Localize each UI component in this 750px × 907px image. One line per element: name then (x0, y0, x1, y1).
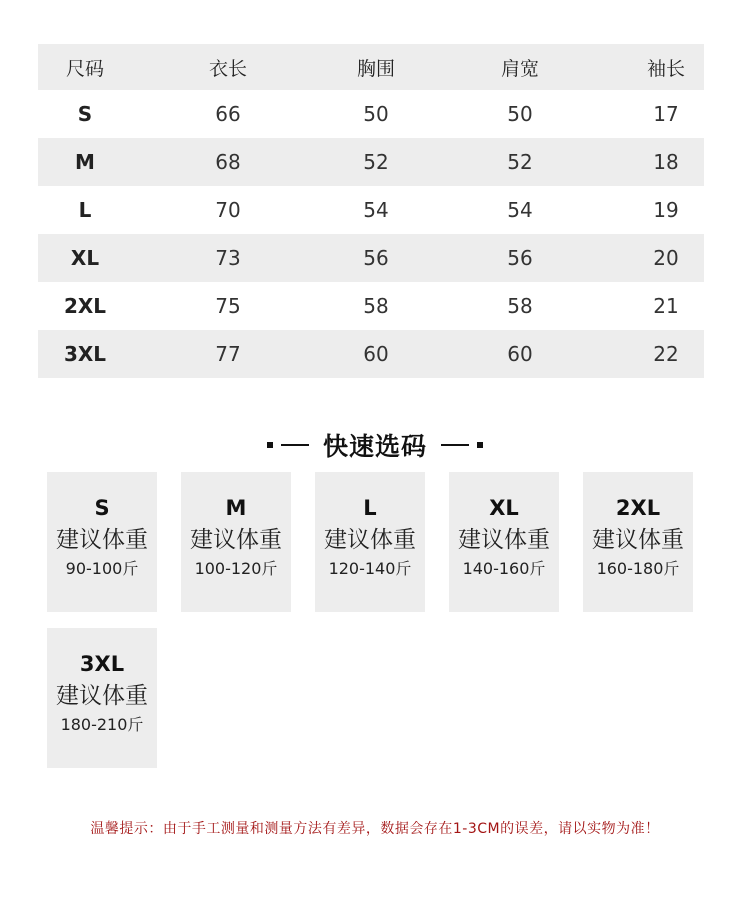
header-size: 尺码 (65, 57, 104, 80)
row-size: S (77, 102, 93, 126)
row-chest: 58 (363, 294, 389, 318)
row-shoulder: 54 (507, 198, 533, 222)
row-length: 73 (215, 246, 241, 270)
header-chest: 胸围 (356, 57, 395, 80)
table-row (38, 90, 704, 138)
row-sleeve: 17 (653, 102, 679, 126)
row-chest: 50 (363, 102, 389, 126)
row-size: 2XL (63, 294, 107, 318)
row-length: 66 (215, 102, 241, 126)
row-size: L (78, 198, 92, 222)
row-chest: 52 (363, 150, 389, 174)
card-label: 建议体重 (458, 527, 550, 553)
table-header-row (38, 44, 704, 90)
size-card-3xl (47, 628, 157, 768)
card-size: 3XL (79, 652, 125, 676)
card-size: S (94, 496, 110, 520)
row-size: 3XL (63, 342, 107, 366)
row-length: 70 (215, 198, 241, 222)
heading-decoration-left (267, 442, 309, 448)
card-weight-range: 90-100斤 (65, 559, 139, 578)
row-sleeve: 21 (653, 294, 679, 318)
heading-decoration-right (441, 442, 483, 448)
header-shoulder: 肩宽 (500, 57, 539, 80)
card-size: M (225, 496, 247, 520)
row-shoulder: 56 (507, 246, 533, 270)
card-weight-range: 140-160斤 (462, 559, 546, 578)
card-weight-range: 180-210斤 (60, 715, 144, 734)
header-sleeve: 袖长 (646, 57, 685, 80)
card-label: 建议体重 (190, 527, 282, 553)
row-shoulder: 60 (507, 342, 533, 366)
row-shoulder: 58 (507, 294, 533, 318)
row-shoulder: 50 (507, 102, 533, 126)
row-length: 75 (215, 294, 241, 318)
size-card-2xl (583, 472, 693, 612)
size-card-xl (449, 472, 559, 612)
table-row (38, 234, 704, 282)
row-sleeve: 20 (653, 246, 679, 270)
card-weight-range: 120-140斤 (328, 559, 412, 578)
card-label: 建议体重 (56, 683, 148, 709)
row-length: 77 (215, 342, 241, 366)
row-chest: 60 (363, 342, 389, 366)
quick-select-title: 快速选码 (322, 432, 427, 461)
card-weight-range: 100-120斤 (194, 559, 278, 578)
measurement-note: 温馨提示：由于手工测量和测量方法有差异，数据会存在1-3CM的误差，请以实物为准！ (90, 821, 660, 837)
row-size: XL (70, 246, 100, 270)
row-shoulder: 52 (507, 150, 533, 174)
card-size: L (363, 496, 377, 520)
row-sleeve: 18 (653, 150, 679, 174)
card-label: 建议体重 (324, 527, 416, 553)
table-row (38, 186, 704, 234)
row-size: M (75, 150, 95, 174)
row-length: 68 (215, 150, 241, 174)
size-card-l (315, 472, 425, 612)
table-row (38, 138, 704, 186)
header-length: 衣长 (208, 57, 247, 80)
table-row (38, 330, 704, 378)
row-sleeve: 19 (653, 198, 679, 222)
size-card-s (47, 472, 157, 612)
quick-select-heading (0, 425, 750, 465)
row-chest: 56 (363, 246, 389, 270)
card-label: 建议体重 (592, 527, 684, 553)
row-chest: 54 (363, 198, 389, 222)
card-label: 建议体重 (56, 527, 148, 553)
card-size: 2XL (615, 496, 661, 520)
size-card-m (181, 472, 291, 612)
card-weight-range: 160-180斤 (596, 559, 680, 578)
size-chart-table (38, 44, 704, 378)
card-size: XL (489, 496, 519, 520)
table-row (38, 282, 704, 330)
row-sleeve: 22 (653, 342, 679, 366)
